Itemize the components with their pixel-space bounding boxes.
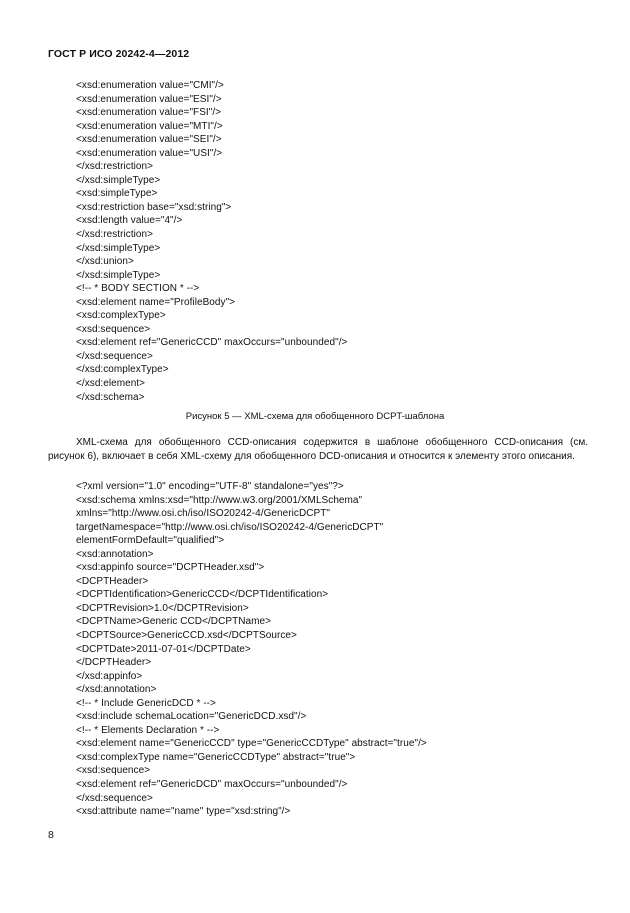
code-line: <DCPTDate>2011-07-01</DCPTDate> <box>76 643 251 655</box>
code-line: <xsd:complexType> <box>76 310 166 322</box>
code-line: elementFormDefault="qualified"> <box>76 535 225 547</box>
code-line: <!-- * Include GenericDCD * --> <box>76 697 216 709</box>
code-line: <xsd:element ref="GenericDCD" maxOccurs="unbounded"/> <box>76 779 348 791</box>
code-line: <xsd:element name="ProfileBody"> <box>76 296 236 308</box>
code-line: <!-- * Elements Declaration * --> <box>76 724 220 736</box>
code-line: </xsd:annotation> <box>76 684 157 696</box>
code-line: </xsd:restriction> <box>76 161 154 173</box>
code-line: </xsd:restriction> <box>76 229 154 241</box>
code-line: <xsd:simpleType> <box>76 188 158 200</box>
code-line: <xsd:length value="4"/> <box>76 215 183 227</box>
code-line: </xsd:simpleType> <box>76 242 161 254</box>
figure-caption: Рисунок 5 — XML-схема для обобщенного DCPT-шаблона <box>185 411 445 422</box>
code-line: <!-- * BODY SECTION * --> <box>76 283 200 295</box>
code-line: </xsd:union> <box>76 256 134 268</box>
code-line: </xsd:schema> <box>76 391 145 403</box>
code-line: <xsd:enumeration value="FSI"/> <box>76 107 222 119</box>
code-line: <xsd:enumeration value="MTI"/> <box>76 120 223 132</box>
code-line: <xsd:restriction base="xsd:string"> <box>76 201 232 213</box>
code-line: xmlns="http://www.osi.ch/iso/ISO20242-4/GenericDCPT" <box>76 508 330 520</box>
code-line: <xsd:enumeration value="ESI"/> <box>76 93 222 105</box>
code-line: targetNamespace="http://www.osi.ch/iso/ISO20242-4/GenericDCPT" <box>76 521 384 533</box>
code-line: <?xml version="1.0" encoding="UTF-8" standalone="yes"?> <box>76 481 344 492</box>
code-line: </xsd:simpleType> <box>76 174 161 186</box>
code-line: </xsd:sequence> <box>76 350 153 362</box>
code-line: <DCPTIdentification>GenericCCD</DCPTIdentification> <box>76 589 329 601</box>
code-line: <DCPTRevision>1.0</DCPTRevision> <box>76 602 249 614</box>
code-line: <xsd:annotation> <box>76 548 154 560</box>
code-line: </xsd:element> <box>76 378 146 390</box>
code-line: <xsd:element ref="GenericCCD" maxOccurs="unbounded"/> <box>76 337 348 349</box>
code-line: <xsd:enumeration value="USI"/> <box>76 147 223 159</box>
code-line: <xsd:enumeration value="SEI"/> <box>76 134 222 146</box>
code-line: <DCPTSource>GenericCCD.xsd</DCPTSource> <box>76 630 297 642</box>
page-number: 8 <box>48 829 54 841</box>
body-paragraph: XML-схема для обобщенного CCD-описания содержится в шаблоне обобщенного CCD-описания (см. рисунок 6), включает в себя XML-схему для обобщенного DCD-описания и относится к элементу этого описания. <box>48 437 588 463</box>
code-line: <xsd:schema xmlns:xsd="http://www.w3.org/2001/XMLSchema" <box>76 494 363 506</box>
xml-code-block-1 <box>76 79 347 404</box>
code-line: <xsd:element name="GenericCCD" type="GenericCCDType" abstract="true"/> <box>76 738 427 750</box>
code-line: <DCPTHeader> <box>76 575 149 587</box>
code-line: <xsd:sequence> <box>76 323 151 335</box>
code-line: <xsd:sequence> <box>76 765 151 777</box>
code-line: <xsd:enumeration value="CMI"/> <box>76 80 224 91</box>
code-line: <DCPTName>Generic CCD</DCPTName> <box>76 616 271 628</box>
code-line: </xsd:appinfo> <box>76 670 143 682</box>
code-line: <xsd:attribute name="name" type="xsd:string"/> <box>76 806 291 818</box>
xml-code-block-2 <box>76 480 427 819</box>
code-line: <xsd:complexType name="GenericCCDType" abstract="true"> <box>76 751 356 763</box>
document-header: ГОСТ Р ИСО 20242-4—2012 <box>48 48 190 60</box>
code-line: <xsd:appinfo source="DCPTHeader.xsd"> <box>76 562 265 574</box>
code-line: </xsd:complexType> <box>76 364 169 376</box>
code-line: </DCPTHeader> <box>76 657 152 669</box>
code-line: </xsd:simpleType> <box>76 269 161 281</box>
code-line: </xsd:sequence> <box>76 792 153 804</box>
code-line: <xsd:include schemaLocation="GenericDCD.xsd"/> <box>76 711 307 723</box>
